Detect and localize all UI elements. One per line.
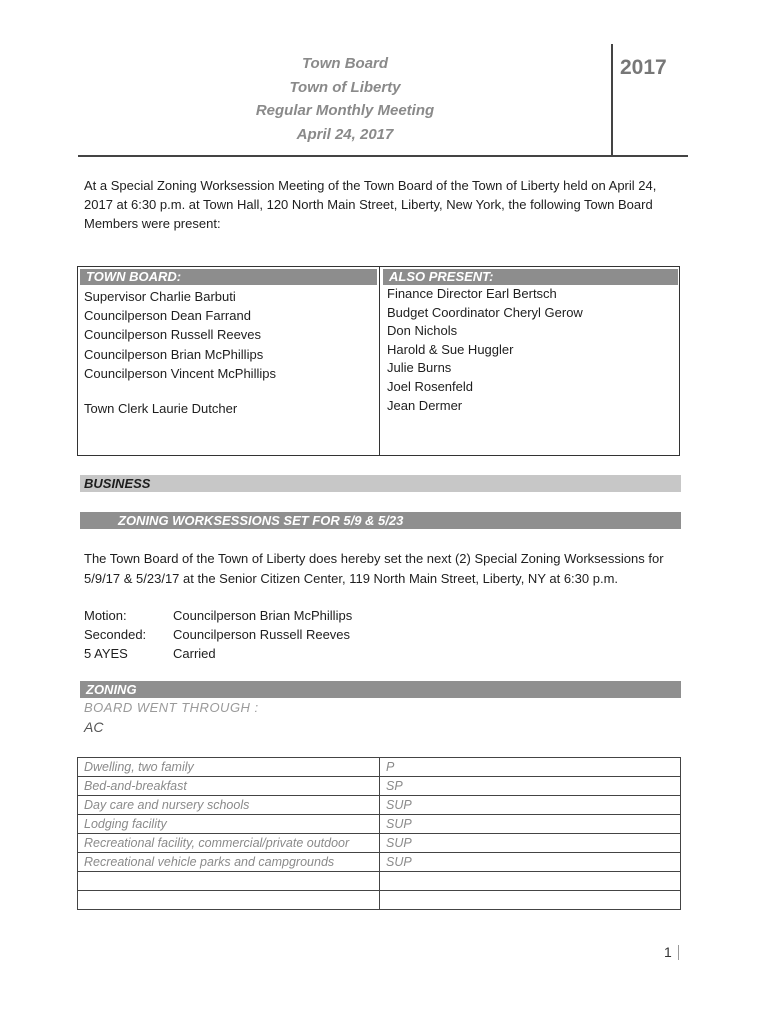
ayes-value: Carried xyxy=(173,646,216,661)
worksessions-heading: ZONING WORKSESSIONS SET FOR 5/9 & 5/23 xyxy=(80,512,681,529)
code-cell: P xyxy=(380,758,681,777)
motion-value: Councilperson Brian McPhillips xyxy=(173,608,353,623)
town-board-member: Councilperson Vincent McPhillips xyxy=(84,365,276,381)
table-row xyxy=(78,891,681,910)
motion-label: Motion: xyxy=(84,608,127,623)
intro-paragraph: At a Special Zoning Worksession Meeting of the Town Board of the Town of Liberty held on April 24, 2017 at 6:30 p.m. at Town Hall, 120 North Main Street, Liberty, New York, the following Town Board Members were present: xyxy=(84,178,657,231)
also-present-person: Jean Dermer xyxy=(387,397,463,413)
header-vertical-rule xyxy=(611,44,613,156)
page-number: 1 xyxy=(664,944,672,960)
also-present-person: Julie Burns xyxy=(387,360,452,376)
table-row xyxy=(78,872,681,891)
town-board-member: Councilperson Brian McPhillips xyxy=(84,346,264,362)
also-present-person: Budget Coordinator Cheryl Gerow xyxy=(387,304,583,320)
use-cell xyxy=(78,891,380,910)
town-board-list xyxy=(84,287,276,418)
also-present-person: Joel Rosenfeld xyxy=(387,378,473,394)
use-cell: Day care and nursery schools xyxy=(78,796,380,815)
code-cell xyxy=(380,891,681,910)
table-row xyxy=(78,758,681,777)
use-cell xyxy=(78,872,380,891)
use-cell: Dwelling, two family xyxy=(78,758,380,777)
town-board-member: Councilperson Russell Reeves xyxy=(84,327,262,343)
header-title xyxy=(200,52,490,146)
code-cell: SUP xyxy=(380,796,681,815)
ayes-label: 5 AYES xyxy=(84,646,128,661)
zoning-district: AC xyxy=(84,719,104,735)
table-row xyxy=(78,834,681,853)
table-row xyxy=(78,853,681,872)
code-cell: SUP xyxy=(380,815,681,834)
also-present-heading: ALSO PRESENT: xyxy=(383,269,678,285)
worksessions-resolution: The Town Board of the Town of Liberty does hereby set the next (2) Special Zoning Worksessions for 5/9/17 & 5/23/17 at the Senior Citizen Center, 119 North Main Street, Liberty, NY at 6:30 p.m. xyxy=(84,551,664,586)
use-cell: Bed-and-breakfast xyxy=(78,777,380,796)
header-line-board: Town Board xyxy=(301,55,389,72)
town-board-member: Councilperson Dean Farrand xyxy=(84,308,251,324)
code-cell: SP xyxy=(380,777,681,796)
header-year: 2017 xyxy=(620,56,667,79)
also-present-person: Harold & Sue Huggler xyxy=(387,341,514,357)
also-present-person: Don Nichols xyxy=(387,323,458,339)
zoning-uses-table xyxy=(77,757,681,910)
table-row xyxy=(78,777,681,796)
use-cell: Lodging facility xyxy=(78,815,380,834)
table-row xyxy=(78,796,681,815)
use-cell: Recreational vehicle parks and campgrounds xyxy=(78,853,380,872)
seconded-label: Seconded: xyxy=(84,627,147,642)
town-board-spacer xyxy=(84,383,276,399)
attendance-divider xyxy=(379,267,380,455)
code-cell xyxy=(380,872,681,891)
header-horizontal-rule xyxy=(78,155,688,157)
business-heading: BUSINESS xyxy=(80,475,681,492)
code-cell: SUP xyxy=(380,853,681,872)
also-present-list xyxy=(387,285,583,415)
header-line-date: April 24, 2017 xyxy=(296,125,394,143)
town-clerk: Town Clerk Laurie Dutcher xyxy=(84,401,238,417)
code-cell: SUP xyxy=(380,834,681,853)
attendance-box xyxy=(77,266,680,456)
seconded-value: Councilperson Russell Reeves xyxy=(173,627,351,642)
also-present-person: Finance Director Earl Bertsch xyxy=(387,286,557,301)
table-row xyxy=(78,815,681,834)
page-number-rule xyxy=(678,945,679,960)
header-line-meeting: Regular Monthly Meeting xyxy=(255,102,435,119)
town-board-member: Supervisor Charlie Barbuti xyxy=(84,289,236,304)
header-line-town: Town of Liberty xyxy=(289,78,401,96)
zoning-heading: ZONING xyxy=(80,681,681,698)
board-went-through: BOARD WENT THROUGH : xyxy=(84,700,259,715)
town-board-heading: TOWN BOARD: xyxy=(80,269,377,285)
use-cell: Recreational facility, commercial/private outdoor xyxy=(78,834,380,853)
